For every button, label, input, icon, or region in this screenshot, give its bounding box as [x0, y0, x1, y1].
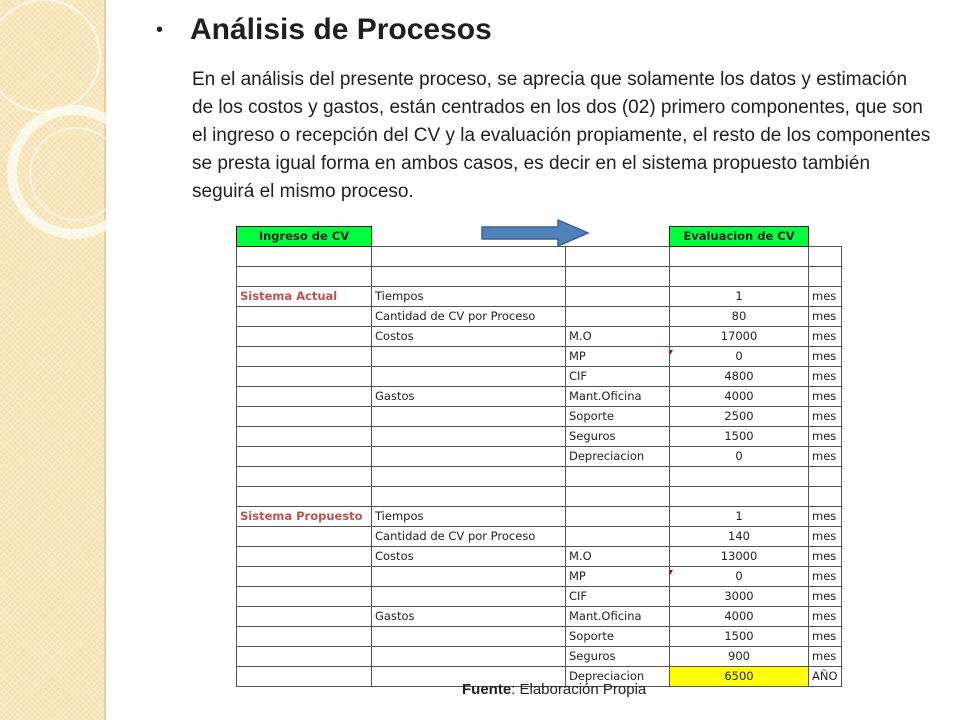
row-section: [237, 567, 372, 587]
row-concept: Costos: [372, 327, 566, 347]
row-concept: [372, 247, 566, 267]
row-unit: mes: [809, 367, 842, 387]
row-concept: Gastos: [372, 387, 566, 407]
row-section: [237, 447, 372, 467]
row-detail: Depreciacion: [566, 667, 670, 687]
row-section: Sistema Actual: [237, 287, 372, 307]
row-value: 1: [670, 507, 809, 527]
table-row: [237, 307, 842, 327]
row-section: Sistema Propuesto: [237, 507, 372, 527]
row-detail: Depreciacion: [566, 447, 670, 467]
bullet-icon: •: [156, 19, 164, 41]
right-arrow-icon: [480, 218, 592, 248]
row-value: 4000: [670, 607, 809, 627]
row-value: 1: [670, 287, 809, 307]
row-value: 13000: [670, 547, 809, 567]
row-value: 17000: [670, 327, 809, 347]
row-section: [237, 587, 372, 607]
row-concept: Tiempos: [372, 287, 566, 307]
row-concept: [372, 647, 566, 667]
row-value: 1500: [670, 427, 809, 447]
row-value: 2500: [670, 407, 809, 427]
row-section: [237, 667, 372, 687]
row-section: [237, 527, 372, 547]
row-value: 140: [670, 527, 809, 547]
table-row: [237, 247, 842, 267]
row-concept: Cantidad de CV por Proceso: [372, 527, 566, 547]
row-value: 0: [670, 447, 809, 467]
row-detail: [566, 247, 670, 267]
row-unit: [809, 487, 842, 507]
row-detail: Mant.Oficina: [566, 607, 670, 627]
row-unit: mes: [809, 307, 842, 327]
row-detail: Soporte: [566, 627, 670, 647]
table-row: [237, 607, 842, 627]
row-concept: [372, 267, 566, 287]
table-row: [237, 627, 842, 647]
row-unit: [809, 467, 842, 487]
source-label: Fuente: [462, 681, 512, 698]
table-row: [237, 447, 842, 467]
row-unit: [809, 267, 842, 287]
row-detail: M.O: [566, 547, 670, 567]
row-unit: mes: [809, 447, 842, 467]
row-concept: [372, 467, 566, 487]
row-unit: mes: [809, 627, 842, 647]
row-section: [237, 307, 372, 327]
row-unit: mes: [809, 327, 842, 347]
row-unit: mes: [809, 587, 842, 607]
row-section: [237, 247, 372, 267]
table-row: [237, 547, 842, 567]
row-value: 4000: [670, 387, 809, 407]
table-row: [237, 427, 842, 447]
row-unit: mes: [809, 347, 842, 367]
table-row: [237, 567, 842, 587]
row-concept: Cantidad de CV por Proceso: [372, 307, 566, 327]
row-unit: mes: [809, 387, 842, 407]
row-unit: mes: [809, 427, 842, 447]
row-section: [237, 407, 372, 427]
row-concept: [372, 567, 566, 587]
row-detail: MP: [566, 347, 670, 367]
row-concept: Costos: [372, 547, 566, 567]
row-detail: [566, 467, 670, 487]
row-value: 0: [670, 347, 809, 367]
row-unit: mes: [809, 607, 842, 627]
row-value: 6500: [670, 667, 809, 687]
row-unit: mes: [809, 647, 842, 667]
row-detail: CIF: [566, 367, 670, 387]
row-section: [237, 427, 372, 447]
row-unit: [809, 247, 842, 267]
row-section: [237, 347, 372, 367]
table-row: [237, 407, 842, 427]
row-concept: [372, 487, 566, 507]
header-ingreso-cv: Ingreso de CV: [237, 227, 372, 247]
table-row: [237, 587, 842, 607]
row-detail: Seguros: [566, 427, 670, 447]
row-detail: [566, 267, 670, 287]
row-value: 0: [670, 567, 809, 587]
table-row: [237, 507, 842, 527]
header-evaluacion-cv: Evaluacion de CV: [670, 227, 809, 247]
row-unit: mes: [809, 507, 842, 527]
table-row: [237, 327, 842, 347]
row-section: [237, 547, 372, 567]
table-row: [237, 527, 842, 547]
row-detail: [566, 287, 670, 307]
row-concept: Tiempos: [372, 507, 566, 527]
row-detail: [566, 527, 670, 547]
row-value: [670, 487, 809, 507]
row-concept: [372, 407, 566, 427]
row-value: [670, 247, 809, 267]
row-concept: Gastos: [372, 607, 566, 627]
table-row: [237, 267, 842, 287]
table-row: [237, 347, 842, 367]
row-section: [237, 387, 372, 407]
decorative-circles: [0, 0, 110, 260]
table-row: [237, 467, 842, 487]
row-value: [670, 467, 809, 487]
row-unit: mes: [809, 287, 842, 307]
row-detail: CIF: [566, 587, 670, 607]
row-detail: Mant.Oficina: [566, 387, 670, 407]
row-section: [237, 627, 372, 647]
cost-comparison-table: [236, 226, 842, 687]
row-value: 4800: [670, 367, 809, 387]
table-row: [237, 367, 842, 387]
row-concept: [372, 347, 566, 367]
slide-title: Análisis de Procesos: [190, 13, 492, 46]
row-concept: [372, 427, 566, 447]
table-row: [237, 487, 842, 507]
row-section: [237, 647, 372, 667]
row-concept: [372, 367, 566, 387]
row-section: [237, 487, 372, 507]
source-caption: [462, 681, 646, 698]
row-section: [237, 267, 372, 287]
row-unit: mes: [809, 407, 842, 427]
slide-paragraph: En el análisis del presente proceso, se aprecia que solamente los datos y estimación de los costos y gastos, están centrados en los dos (02) primero componentes, que son el ingreso o recepción del CV y la evaluación propiamente, el resto de los componentes se presta igual forma en ambos casos, es decir en el sistema propuesto también seguirá el mismo proceso.: [192, 69, 931, 202]
row-unit: mes: [809, 527, 842, 547]
row-unit: mes: [809, 547, 842, 567]
row-value: 1500: [670, 627, 809, 647]
source-text: : Elaboración Propia: [511, 681, 647, 698]
row-value: 900: [670, 647, 809, 667]
row-section: [237, 467, 372, 487]
row-concept: [372, 447, 566, 467]
row-detail: [566, 307, 670, 327]
row-detail: M.O: [566, 327, 670, 347]
row-detail: Soporte: [566, 407, 670, 427]
row-value: [670, 267, 809, 287]
table-row: [237, 287, 842, 307]
row-detail: MP: [566, 567, 670, 587]
row-detail: Seguros: [566, 647, 670, 667]
row-detail: [566, 487, 670, 507]
row-section: [237, 367, 372, 387]
row-concept: [372, 587, 566, 607]
row-unit: mes: [809, 567, 842, 587]
row-unit: AÑO: [809, 667, 842, 687]
row-section: [237, 607, 372, 627]
row-concept: [372, 627, 566, 647]
row-value: 3000: [670, 587, 809, 607]
row-detail: [566, 507, 670, 527]
table-row: [237, 387, 842, 407]
row-value: 80: [670, 307, 809, 327]
table-row: [237, 647, 842, 667]
row-section: [237, 327, 372, 347]
